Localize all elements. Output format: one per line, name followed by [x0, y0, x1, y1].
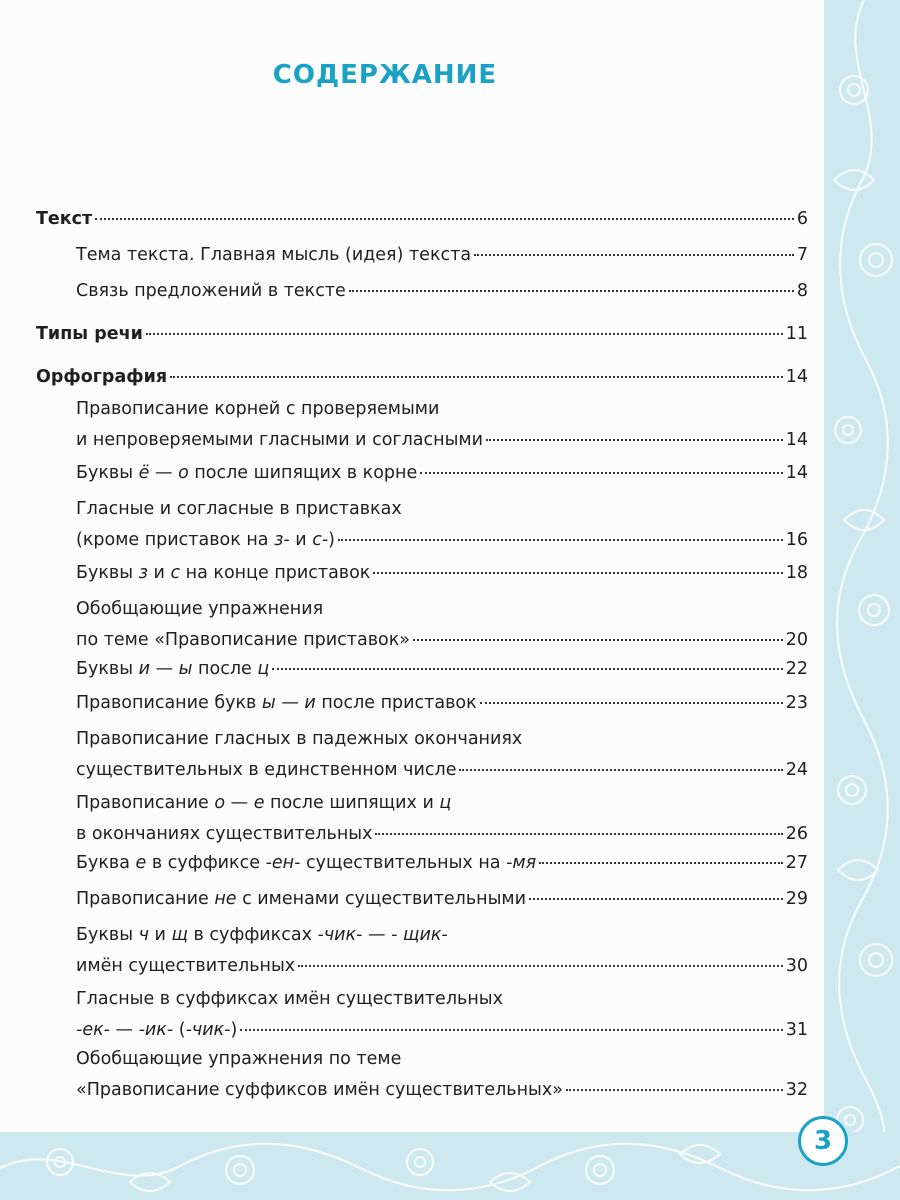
- toc-page-number: 18: [785, 563, 808, 583]
- toc-line: [76, 625, 808, 656]
- toc-item-title: Орфография: [36, 367, 168, 387]
- dot-leader: [146, 333, 783, 335]
- toc-item-title: Буквы ё — о после шипящих в корне: [76, 463, 418, 483]
- dot-leader: [272, 668, 782, 670]
- toc-page-number: 27: [785, 853, 808, 873]
- toc-item-title: Буквы з и с на конце приставок: [76, 563, 371, 583]
- toc-page-number: 30: [785, 956, 808, 976]
- toc-item-title: Текст: [36, 209, 93, 229]
- dot-leader: [298, 965, 783, 967]
- toc-item-title: Связь предложений в тексте: [76, 281, 346, 301]
- toc-line: [76, 494, 808, 525]
- dot-leader: [349, 290, 794, 292]
- toc-item-title: Типы речи: [36, 324, 143, 344]
- toc-line: [76, 525, 808, 556]
- dot-leader: [420, 472, 782, 474]
- dot-leader: [474, 254, 794, 256]
- toc-item: [76, 848, 808, 879]
- dot-leader: [529, 898, 783, 900]
- toc-item: [76, 654, 808, 685]
- toc-line: [76, 984, 808, 1015]
- toc-item-title: Правописание не с именами существительными: [76, 889, 526, 909]
- dot-leader: [338, 539, 783, 541]
- toc-line: [76, 558, 808, 589]
- toc-item-title: Буквы ч и щ в суффиксах -чик- — - щик-: [76, 925, 448, 945]
- toc-line: [76, 788, 808, 819]
- toc-item-title: Гласные в суффиксах имён существительных: [76, 989, 503, 1009]
- dot-leader: [375, 833, 782, 835]
- toc-item-title: -ек- — -ик- (-чик-): [76, 1020, 238, 1040]
- toc-page-number: 24: [785, 760, 808, 780]
- toc-line: [76, 276, 808, 307]
- toc-item-title: по теме «Правописание приставок»: [76, 630, 410, 650]
- toc-item-title: Буквы и — ы после ц: [76, 659, 270, 679]
- toc-line: [36, 319, 808, 350]
- dot-leader: [486, 439, 783, 441]
- toc-line: [76, 724, 808, 755]
- toc-item-title: существительных в единственном числе: [76, 760, 457, 780]
- toc-item: [76, 494, 808, 556]
- toc-item-title: Обобщающие упражнения: [76, 599, 324, 619]
- toc-line: [76, 425, 808, 456]
- toc-line: [76, 1075, 808, 1106]
- dot-leader: [373, 572, 782, 574]
- toc-line: [76, 240, 808, 271]
- toc-item: [76, 884, 808, 915]
- dot-leader: [566, 1089, 783, 1091]
- toc-item-title: Обобщающие упражнения по теме: [76, 1049, 402, 1069]
- toc-item-title: Правописание о — е после шипящих и ц: [76, 793, 452, 813]
- dot-leader: [240, 1029, 782, 1031]
- dot-leader: [95, 218, 794, 220]
- toc-page-number: 20: [785, 630, 808, 650]
- toc-item: [76, 1044, 808, 1106]
- toc-page-number: 14: [785, 463, 808, 483]
- dot-leader: [459, 769, 782, 771]
- toc-line: [76, 458, 808, 489]
- toc-line: [76, 755, 808, 786]
- page-title: СОДЕРЖАНИЕ: [272, 60, 498, 90]
- toc-page-number: 14: [785, 367, 808, 387]
- toc-line: [76, 394, 808, 425]
- toc-item: [76, 276, 808, 307]
- toc-item-title: Гласные и согласные в приставках: [76, 499, 402, 519]
- toc-item-title: и непроверяемыми гласными и согласными: [76, 430, 483, 450]
- toc-line: [76, 1015, 808, 1046]
- toc-item-title: (кроме приставок на з- и с-): [76, 530, 335, 550]
- toc-item-title: в окончаниях существительных: [76, 824, 373, 844]
- toc-item-title: Правописание букв ы — и после приставок: [76, 693, 477, 713]
- toc-line: [76, 920, 808, 951]
- toc-section: [36, 362, 808, 393]
- toc-line: [76, 1044, 808, 1075]
- toc-page-number: 31: [785, 1020, 808, 1040]
- toc-line: [76, 688, 808, 719]
- toc-page-number: 29: [785, 889, 808, 909]
- dot-leader: [413, 639, 783, 641]
- toc-item: [76, 788, 808, 850]
- toc-item: [76, 724, 808, 786]
- dot-leader: [170, 376, 783, 378]
- toc-page-number: 8: [796, 281, 808, 301]
- toc-item: [76, 984, 808, 1046]
- toc-item: [76, 240, 808, 271]
- toc-page-number: 32: [785, 1080, 808, 1100]
- toc-line: [76, 951, 808, 982]
- toc-page-number: 11: [785, 324, 808, 344]
- toc-section: [36, 319, 808, 350]
- page-number-badge: 3: [798, 1116, 848, 1166]
- dot-leader: [539, 862, 783, 864]
- toc-item-title: Правописание корней с проверяемыми: [76, 399, 440, 419]
- toc-page-number: 16: [785, 530, 808, 550]
- toc-item-title: Буква е в суффиксе -ен- существительных на -мя: [76, 853, 537, 873]
- toc-line: [76, 848, 808, 879]
- toc-line: [76, 819, 808, 850]
- toc-item: [76, 394, 808, 456]
- toc-line: [36, 362, 808, 393]
- toc-item: [76, 558, 808, 589]
- toc-line: [76, 594, 808, 625]
- toc-page-number: 26: [785, 824, 808, 844]
- toc-page-number: 14: [785, 430, 808, 450]
- toc-item: [76, 920, 808, 982]
- dot-leader: [480, 702, 783, 704]
- toc-line: [76, 654, 808, 685]
- toc-line: [76, 884, 808, 915]
- toc-page-number: 23: [785, 693, 808, 713]
- toc-item-title: Правописание гласных в падежных окончаниях: [76, 729, 523, 749]
- toc-item-title: «Правописание суффиксов имён существительных»: [76, 1080, 563, 1100]
- toc-item-title: имён существительных: [76, 956, 296, 976]
- toc-item: [76, 458, 808, 489]
- toc-section: [36, 204, 808, 235]
- toc-item-title: Тема текста. Главная мысль (идея) текста: [76, 245, 472, 265]
- toc-page-number: 22: [785, 659, 808, 679]
- toc-page-number: 6: [796, 209, 808, 229]
- toc-item: [76, 688, 808, 719]
- toc-item: [76, 594, 808, 656]
- toc-line: [36, 204, 808, 235]
- toc-page-number: 7: [796, 245, 808, 265]
